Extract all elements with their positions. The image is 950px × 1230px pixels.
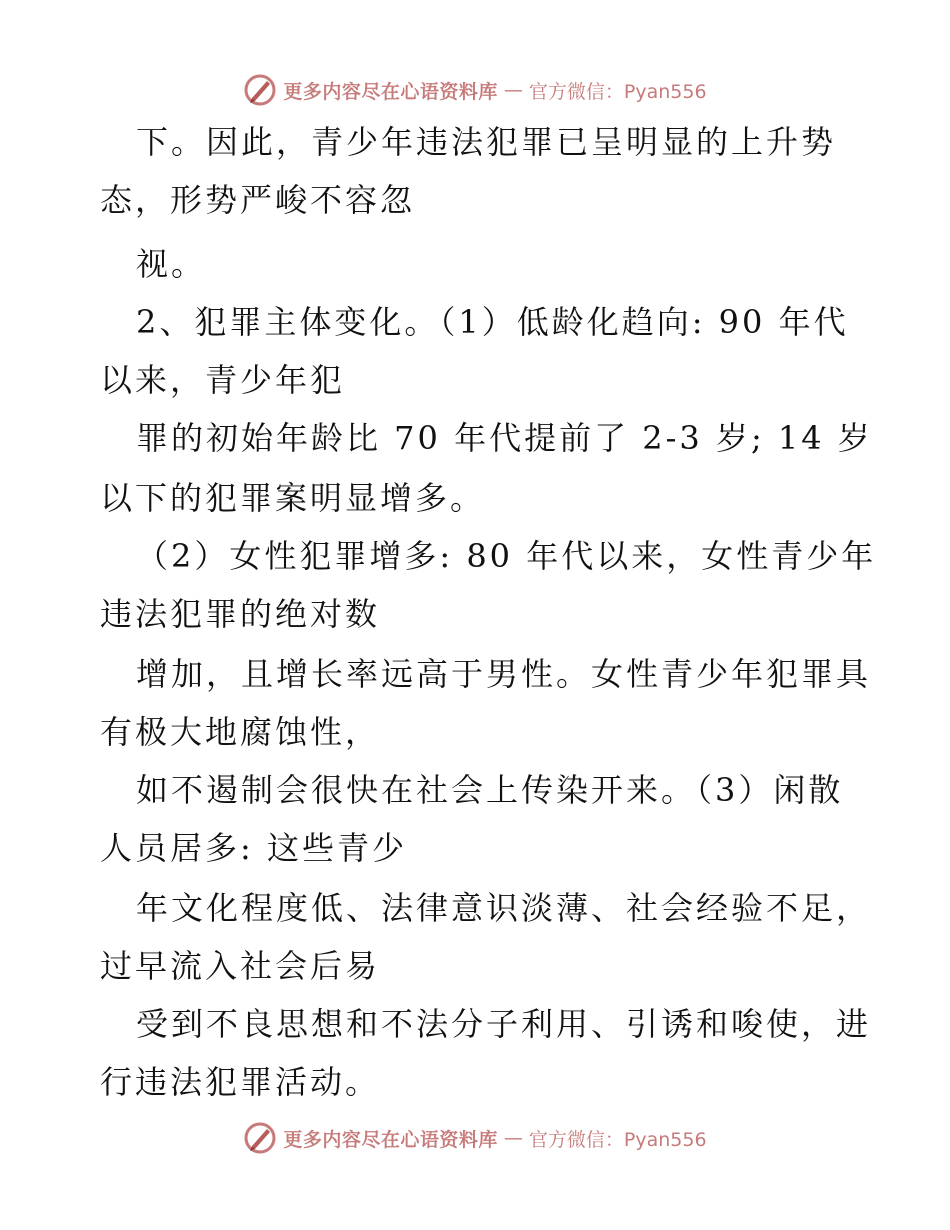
text-line: 行违法犯罪活动。 <box>100 1063 381 1101</box>
text-line: 如不遏制会很快在社会上传染开来。（3）闲散 <box>136 771 844 809</box>
text-line: 以下的犯罪案明显增多。 <box>100 479 486 517</box>
text-line: 增加，且增长率远高于男性。女性青少年犯罪具 <box>136 655 872 693</box>
watermark-sub-text: 官方微信：Pyan556 <box>528 80 707 103</box>
text-line: 态，形势严峻不容忽 <box>100 181 416 219</box>
text-line: 以来，青少年犯 <box>100 361 346 399</box>
header-watermark <box>0 70 950 110</box>
text-line: 2、犯罪主体变化。（1）低龄化趋向: 90 年代 <box>136 303 849 341</box>
text-line: 人员居多: 这些青少 <box>100 829 407 867</box>
watermark-sub-text: 官方微信：Pyan556 <box>528 1128 707 1151</box>
watermark-main-text: 更多内容尽在心语资料库 <box>283 1128 498 1151</box>
text-line: （2）女性犯罪增多: 80 年代以来，女性青少年 <box>136 537 877 575</box>
text-line: 年文化程度低、法律意识淡薄、社会经验不足， <box>136 889 872 927</box>
watermark-dash: — <box>503 79 523 101</box>
pen-logo-icon <box>243 73 277 107</box>
pen-logo-icon <box>243 1121 277 1155</box>
text-line: 罪的初始年龄比 70 年代提前了 2-3 岁; 14 岁 <box>136 419 873 457</box>
text-line: 违法犯罪的绝对数 <box>100 595 381 633</box>
text-line: 有极大地腐蚀性， <box>100 713 381 751</box>
footer-watermark <box>0 1118 950 1158</box>
watermark-dash: — <box>503 1127 523 1149</box>
text-line: 视。 <box>136 245 207 283</box>
text-line: 受到不良思想和不法分子利用、引诱和唆使，进 <box>136 1005 872 1043</box>
text-line: 过早流入社会后易 <box>100 947 381 985</box>
watermark-main-text: 更多内容尽在心语资料库 <box>283 80 498 103</box>
text-line: 下。因此，青少年违法犯罪已呈明显的上升势 <box>136 123 837 161</box>
